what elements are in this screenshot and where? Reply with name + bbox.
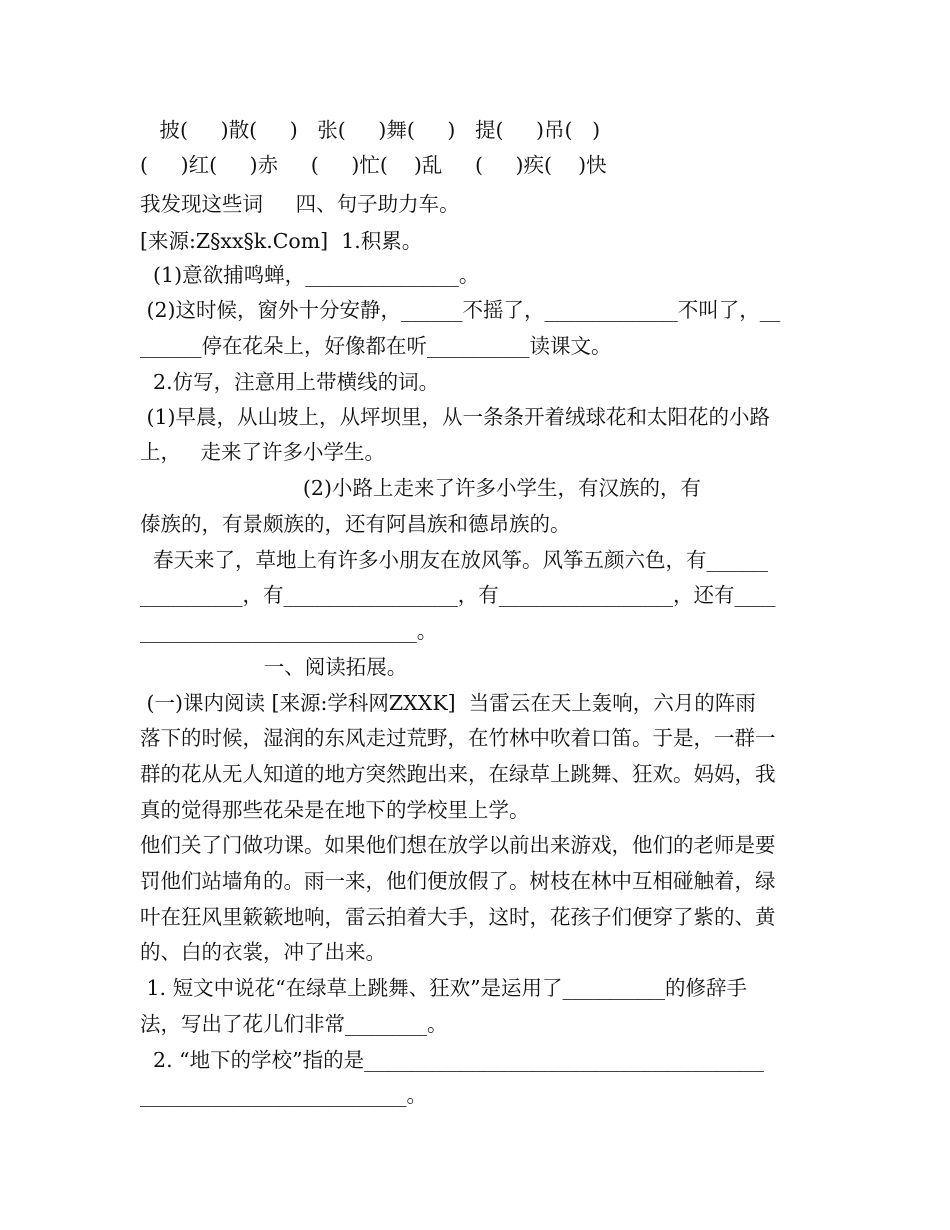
question-1-1: (1)意欲捕鸣蝉，_______________。 [140,263,480,287]
word-fill-row-2: ( )红( )赤 ( )忙( )乱 ( )疾( )快 [140,153,607,177]
reading-passage-line-2: 落下的时候，湿润的东风走过荒野，在竹林中吹着口笛。于是，一群一 [140,726,776,750]
reading-question-2-cont: __________________________。 [140,1083,427,1107]
reading-passage-line-3: 群的花从无人知道的地方突然跑出来，在绿草上跳舞、狂欢。妈妈，我 [140,762,776,786]
imitation-exercise-cont: __________，有_________________，有_________________，还有____ [140,583,776,607]
question-1-2-cont: ______停在花朵上，好像都在听__________读课文。 [140,334,612,358]
example-sentence-1-cont: 上， 走来了许多小学生。 [140,440,386,464]
reading-passage-line-7: 叶在狂风里簌簌地响，雷云拍着大手，这时，花孩子们便穿了紫的、黄 [140,905,776,929]
source-note-accumulate: [来源:Z§xx§k.Com] 1.积累。 [140,229,423,253]
reading-passage-line-5: 他们关了门做功课。如果他们想在放学以前出来游戏，他们的老师是要 [140,833,776,857]
reading-passage-line-1: (一)课内阅读 [来源:学科网ZXXK] 当雷云在天上轰响，六月的阵雨 [140,691,756,715]
question-2-heading: 2.仿写，注意用上带横线的词。 [140,370,440,394]
reading-passage-line-8: 的、白的衣裳，冲了出来。 [140,940,386,964]
reading-question-1-cont: 法，写出了花儿们非常________。 [140,1012,448,1036]
example-sentence-2-cont: 傣族的，有景颇族的，还有阿昌族和德昂族的。 [140,512,571,536]
example-sentence-2: (2)小路上走来了许多小学生，有汉族的，有 [140,476,701,500]
section-heading-sentences: 我发现这些词 四、句子助力车。 [140,192,460,216]
reading-question-1: 1. 短文中说花“在绿草上跳舞、狂欢”是运用了__________的修辞手 [140,976,748,1000]
reading-question-2: 2. “地下的学校”指的是_______________________________________ [140,1048,764,1072]
imitation-exercise-end: ___________________________。 [140,619,438,643]
reading-passage-line-4: 真的觉得那些花朵是在地下的学校里上学。 [140,798,530,822]
word-fill-row-1: 披( )散( ) 张( )舞( ) 提( )吊( ) [140,118,601,142]
section-heading-reading: 一、阅读拓展。 [140,655,408,679]
example-sentence-1: (1)早晨，从山坡上，从坪坝里，从一条条开着绒球花和太阳花的小路 [140,405,771,429]
question-1-2: (2)这时候，窗外十分安静，______不摇了，_____________不叫了，__ [140,298,781,322]
reading-passage-line-6: 罚他们站墙角的。雨一来，他们便放假了。树枝在林中互相碰触着，绿 [140,869,776,893]
imitation-exercise: 春天来了，草地上有许多小朋友在放风筝。风筝五颜六色，有______ [140,548,769,572]
